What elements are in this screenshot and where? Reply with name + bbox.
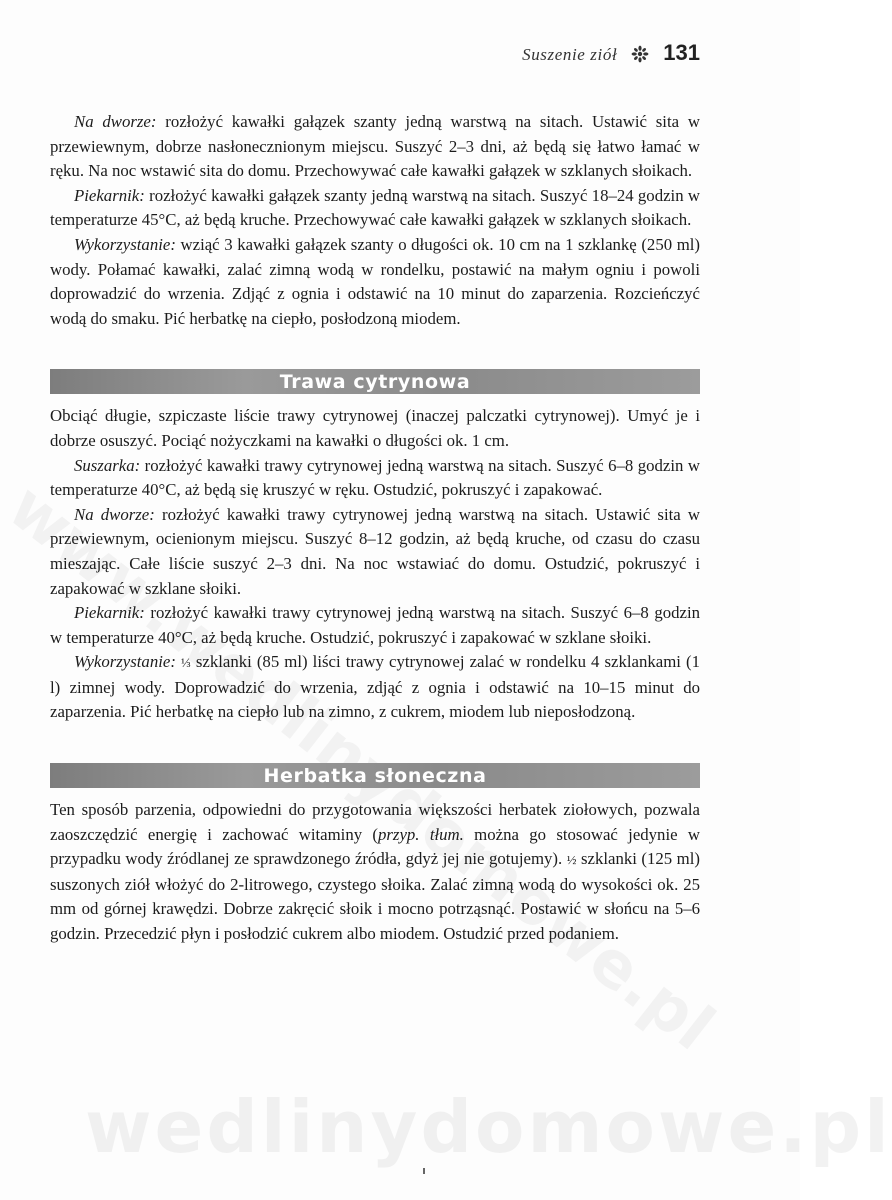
paragraph-trawa-outdoor xyxy=(50,503,700,601)
paragraph-text: rozłożyć kawałki trawy cytrynowej jedną warstwą na sitach. Ustawić sita w przewiewnym, ocienionym miejscu. Suszyć 8–12 godzin, aż będą kruche, od czasu do czasu mieszając. Całe liście suszyć 2–3 dni. Na noc wstawiać do domu. Ostudzić, pokruszyć i zapakować w szklane słoiki. xyxy=(50,504,700,598)
paragraph-lead: Na dworze: xyxy=(74,112,157,131)
paragraph-trawa-usage xyxy=(50,650,700,725)
translator-note: przyp. tłum. xyxy=(378,824,464,844)
paragraph-trawa-dryer xyxy=(50,454,700,503)
paragraph-text: szklanki (85 ml) liści trawy cytrynowej zalać w rondelku 4 szklankami (1 l) zimnej wody. Doprowadzić do wrzenia, zdjąć z ognia i odstawić na 10–15 minut do zaparzenia. Pić herbatkę na ciepło lub na zimno, z cukrem, miodem lub nieposłodzoną. xyxy=(50,652,700,722)
paragraph-lead: Suszarka: xyxy=(74,455,141,475)
paragraph-trawa-oven xyxy=(50,601,700,650)
section-title-trawa: Trawa cytrynowa xyxy=(279,370,471,393)
print-mark xyxy=(423,1168,425,1174)
paragraph-text: rozłożyć kawałki trawy cytrynowej jedną warstwą na sitach. Suszyć 6–8 godzin w temperaturze 40°C, aż będą się kruszyć w ręku. Ostudzić, pokruszyć i zapakować. xyxy=(50,455,700,500)
paragraph-text: rozłożyć kawałki trawy cytrynowej jedną warstwą na sitach. Suszyć 6–8 godzin w temperaturze 40°C, aż będą kruche. Ostudzić, pokruszyć i zapakować w szklane słoiki. xyxy=(50,603,700,647)
section-heading-bar xyxy=(50,763,700,788)
page-content xyxy=(50,110,700,947)
bottom-watermark: wedlinydomowe.pl xyxy=(85,1085,892,1169)
paragraph-lead: Piekarnik: xyxy=(74,185,145,205)
paragraph-szanta-usage xyxy=(50,233,700,331)
page-number: 131 xyxy=(663,40,700,65)
running-title: Suszenie ziół xyxy=(522,45,618,64)
paragraph-trawa-intro: Obciąć długie, szpiczaste liście trawy cytrynowej (inaczej palczatki cytrynowej). Umyć je i dobrze osuszyć. Pociąć nożyczkami na kawałki o długości ok. 1 cm. xyxy=(50,406,700,450)
paragraph-text: rozłożyć kawałki gałązek szanty jedną warstwą na sitach. Suszyć 18–24 godzin w temperaturze 45°C, aż będą kruche. Przechowywać całe kawałki gałązek w szklanych słoikach. xyxy=(50,185,700,230)
paragraph-text: można go stosować jedynie w przypadku wody źródlanej ze sprawdzonego źródła, gdyż jej nie gotujemy). xyxy=(50,824,700,869)
flower-ornament-icon xyxy=(631,45,649,63)
paragraph-lead: Piekarnik: xyxy=(74,603,145,623)
paragraph-lead: Wykorzystanie: xyxy=(74,234,176,254)
paragraph-lead: Na dworze: xyxy=(74,504,155,524)
fraction: ⅓ xyxy=(181,655,191,671)
section-heading-bar xyxy=(50,369,700,394)
paragraph-szanta-oven xyxy=(50,184,700,233)
paragraph-szanta-outdoor xyxy=(50,110,700,184)
paragraph-text: wziąć 3 kawałki gałązek szanty o długości ok. 10 cm na 1 szklankę (250 ml) wody. Połamać kawałki, zalać zimną wodą w rondelku, postawić na małym ogniu i powoli doprowadzić do wrzenia. Zdjąć z ognia i odstawić na 10 minut do zaparzenia. Rozcieńczyć wodą do smaku. Pić herbatkę na ciepło, posłodzoną miodem. xyxy=(50,234,700,328)
paragraph-text: Ten sposób parzenia, odpowiedni do przygotowania większości herbatek ziołowych, pozwala zaoszczędzić energię i zachować witaminy ( xyxy=(50,800,700,844)
paragraph-text: rozłożyć kawałki gałązek szanty jedną warstwą na sitach. Ustawić sita w przewiewnym, dobrze nasłonecznionym miejscu. Suszyć 2–3 dni, aż będą się łatwo łamać w ręku. Na noc wstawić sita do domu. Przechowywać całe kawałki gałązek w szklanych słoikach. xyxy=(50,112,700,181)
paragraph-lead: Wykorzystanie: xyxy=(74,652,176,672)
page-header xyxy=(522,40,700,66)
paragraph-herbatka xyxy=(50,798,700,947)
paragraph-text: szklanki (125 ml) suszonych ziół włożyć do 2-litrowego, czystego słoika. Zalać zimną wodą do wysokości ok. 25 mm od górnej krawędzi. Dobrze zakręcić słoik i mocno potrząsnąć. Postawić w słońcu na 5–6 godzin. Przecedzić płyn i posłodzić cukrem albo miodem. Ostudzić przed podaniem. xyxy=(50,849,700,944)
section-title-herbatka: Herbatka słoneczna xyxy=(263,764,487,787)
fraction: ½ xyxy=(566,852,577,868)
